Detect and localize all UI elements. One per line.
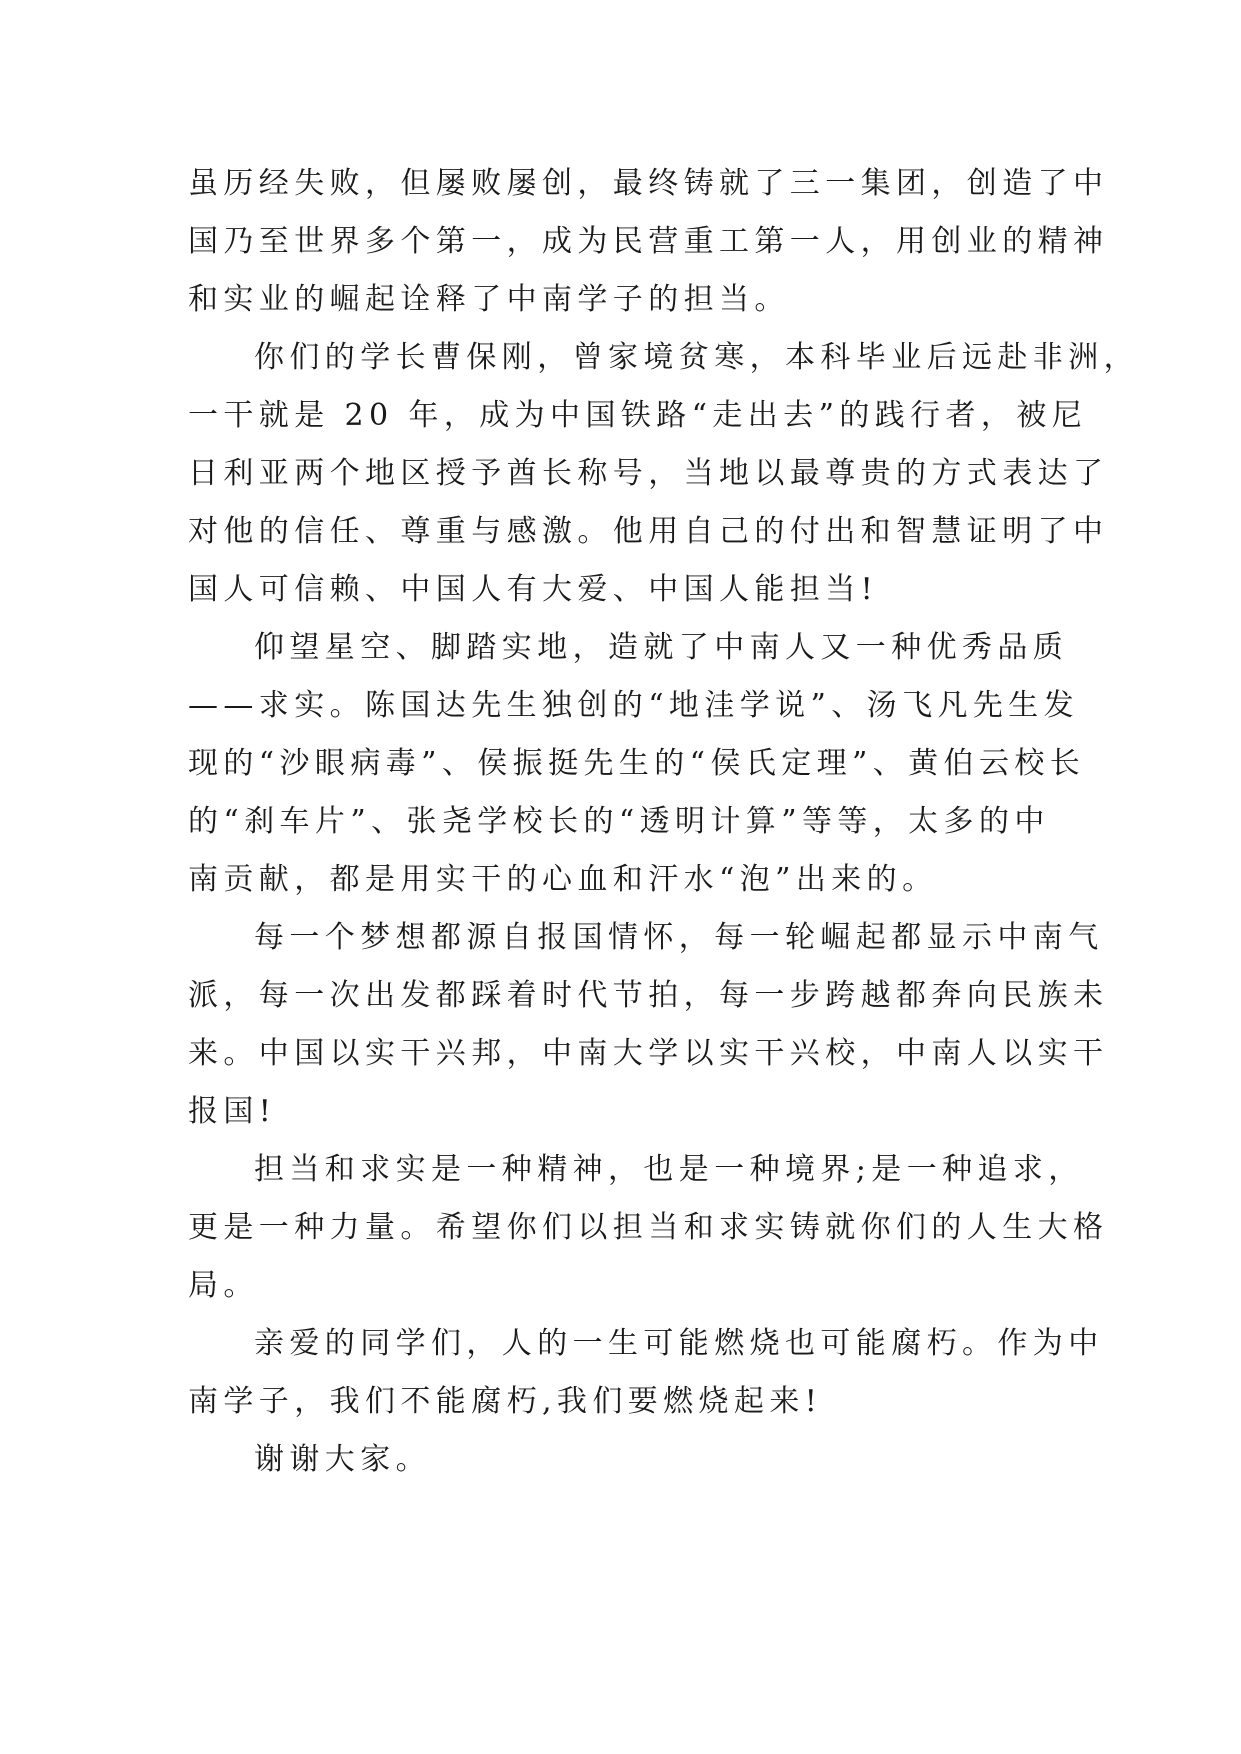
text-line: 亲爱的同学们，人的一生可能燃烧也可能腐朽。作为中 bbox=[254, 1326, 1104, 1361]
paragraph-2 bbox=[188, 329, 1139, 619]
paragraph-3 bbox=[188, 619, 1086, 909]
text-line: 仰望星空、脚踏实地，造就了中南人又一种优秀品质 bbox=[254, 630, 1069, 665]
paragraph-4 bbox=[188, 909, 1109, 1141]
text-line: 虽历经失败，但屡败屡创，最终铸就了三一集团，创造了中 bbox=[188, 166, 1109, 201]
paragraph-6 bbox=[188, 1315, 1104, 1431]
text-line: 南贡献，都是用实干的心血和汗水“泡”出来的。 bbox=[188, 862, 938, 897]
text-line: 每一个梦想都源自报国情怀，每一轮崛起都显示中南气 bbox=[254, 920, 1104, 955]
text-line: 和实业的崛起诠释了中南学子的担当。 bbox=[188, 282, 790, 317]
text-line: 日利亚两个地区授予酋长称号，当地以最尊贵的方式表达了 bbox=[188, 456, 1109, 491]
text-line: 来。中国以实干兴邦，中南大学以实干兴校，中南人以实干 bbox=[188, 1036, 1109, 1071]
paragraph-5 bbox=[188, 1141, 1109, 1315]
document-body bbox=[188, 155, 1139, 1489]
text-line: 派，每一次出发都踩着时代节拍，每一步跨越都奔向民族未 bbox=[188, 978, 1109, 1013]
text-line: 报国! bbox=[188, 1094, 277, 1129]
text-line: 更是一种力量。希望你们以担当和求实铸就你们的人生大格 bbox=[188, 1210, 1109, 1245]
text-line: 一干就是 20 年，成为中国铁路“走出去”的践行者，被尼 bbox=[188, 398, 1088, 433]
text-line: 国人可信赖、中国人有大爱、中国人能担当! bbox=[188, 572, 879, 607]
text-line: 你们的学长曹保刚，曾家境贫寒，本科毕业后远赴非洲， bbox=[254, 340, 1139, 375]
text-line: 对他的信任、尊重与感激。他用自己的付出和智慧证明了中 bbox=[188, 514, 1109, 549]
paragraph-1 bbox=[188, 155, 1109, 329]
text-line: 国乃至世界多个第一，成为民营重工第一人，用创业的精神 bbox=[188, 224, 1109, 259]
text-line: 的“刹车片”、张尧学校长的“透明计算”等等，太多的中 bbox=[188, 804, 1050, 839]
text-line: 谢谢大家。 bbox=[254, 1442, 431, 1477]
text-line: 现的“沙眼病毒”、侯振挺先生的“侯氏定理”、黄伯云校长 bbox=[188, 746, 1086, 781]
text-line: 局。 bbox=[188, 1268, 259, 1303]
text-line: 担当和求实是一种精神，也是一种境界;是一种追求， bbox=[254, 1152, 1084, 1187]
text-line: ——求实。陈国达先生独创的“地洼学说”、汤飞凡先生发 bbox=[188, 688, 1080, 723]
paragraph-7 bbox=[188, 1431, 1058, 1489]
text-line: 南学子，我们不能腐朽,我们要燃烧起来! bbox=[188, 1384, 823, 1419]
